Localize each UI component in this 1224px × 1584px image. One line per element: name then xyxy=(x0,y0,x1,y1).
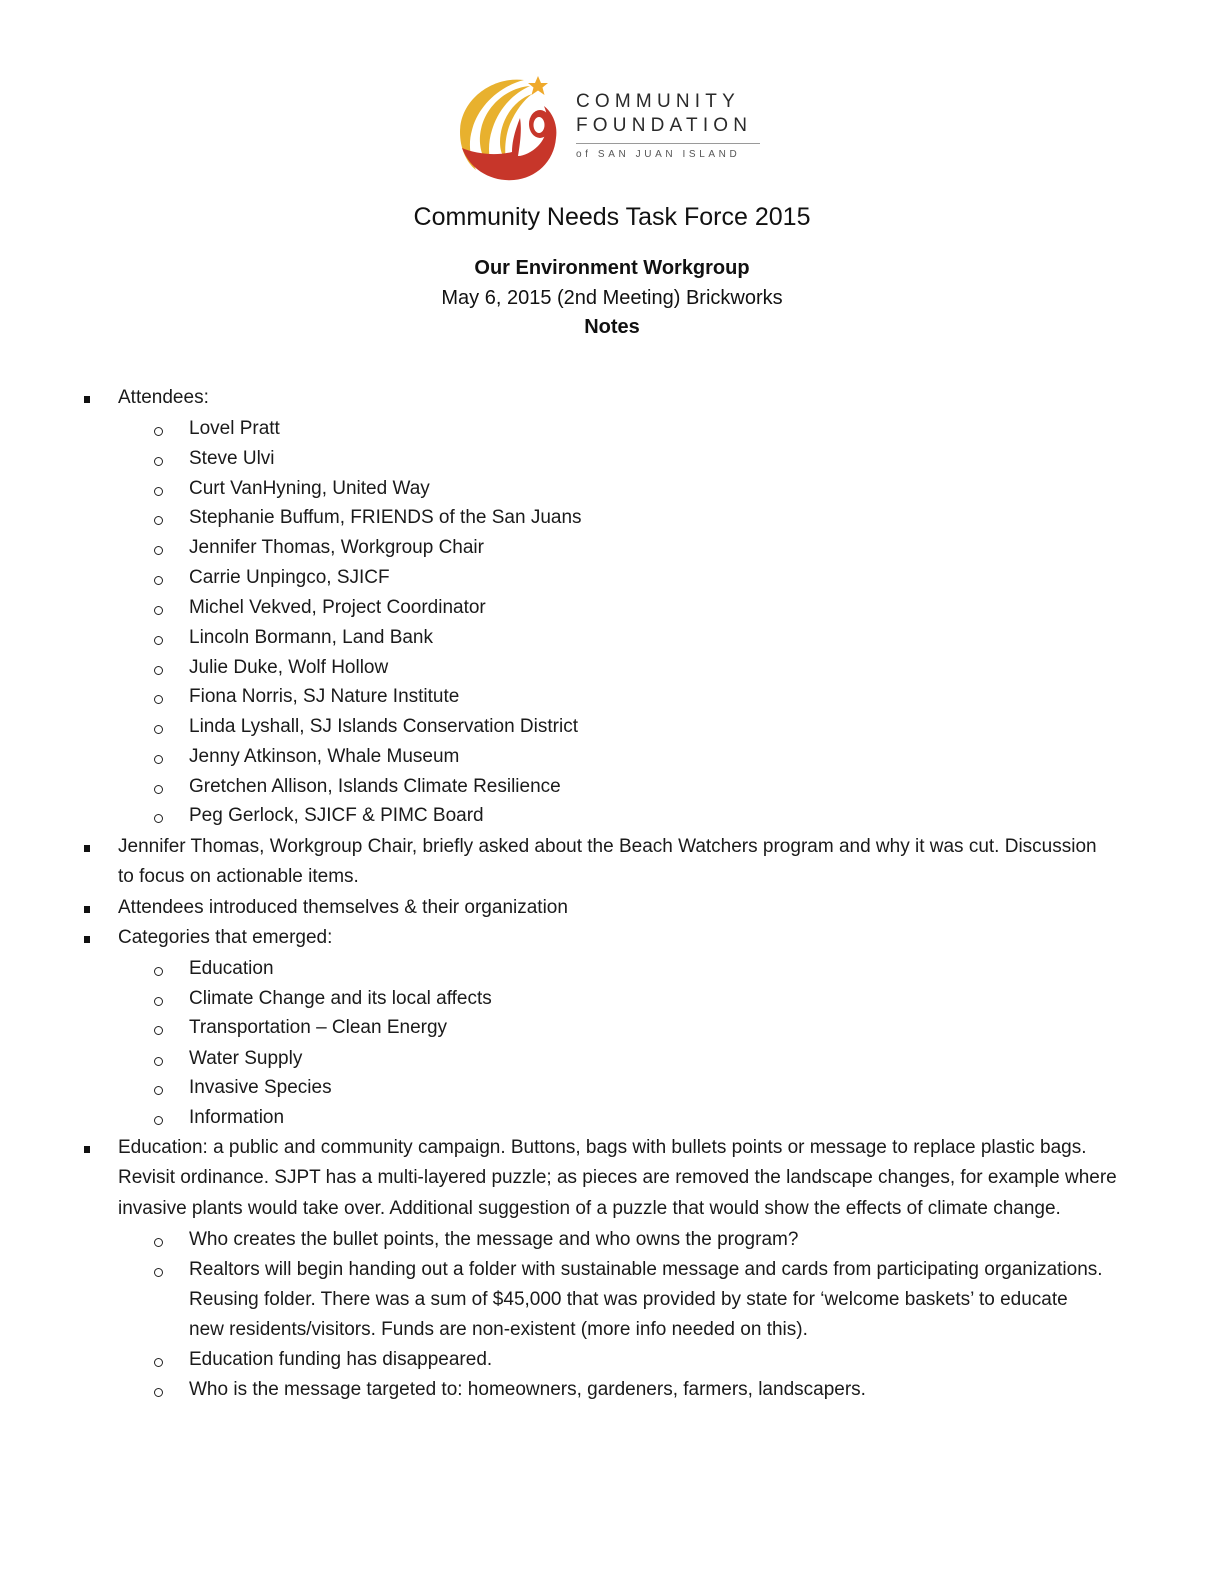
circle-bullet-icon xyxy=(154,487,163,496)
education-sub-item xyxy=(0,1379,1224,1409)
paragraph-line: Realtors will begin handing out a folder with sustainable message and cards from participating organizations. xyxy=(189,1259,1103,1280)
circle-bullet-icon xyxy=(154,1116,163,1125)
category-name: Education xyxy=(189,958,274,979)
circle-bullet-icon xyxy=(154,457,163,466)
attendee-item xyxy=(0,776,1224,806)
workgroup-heading: Our Environment Workgroup xyxy=(474,257,750,279)
circle-bullet-icon xyxy=(154,1086,163,1095)
circle-bullet-icon xyxy=(154,785,163,794)
list-item-attendees xyxy=(0,387,1224,417)
category-item xyxy=(0,1107,1224,1137)
category-name: Water Supply xyxy=(189,1048,303,1069)
attendee-item xyxy=(0,448,1224,478)
circle-bullet-icon xyxy=(154,516,163,525)
attendee-item xyxy=(0,597,1224,627)
paragraph-line: to focus on actionable items. xyxy=(118,866,359,887)
category-name: Climate Change and its local affects xyxy=(189,988,492,1009)
circle-bullet-icon xyxy=(154,967,163,976)
square-bullet-icon xyxy=(84,845,90,852)
square-bullet-icon xyxy=(84,396,90,403)
circle-bullet-icon xyxy=(154,636,163,645)
attendee-name: Peg Gerlock, SJICF & PIMC Board xyxy=(189,805,484,826)
circle-bullet-icon xyxy=(154,725,163,734)
categories-label: Categories that emerged: xyxy=(118,927,333,948)
attendee-item xyxy=(0,418,1224,448)
attendee-name: Steve Ulvi xyxy=(189,448,275,469)
attendee-name: Stephanie Buffum, FRIENDS of the San Juans xyxy=(189,507,582,528)
list-item-continuation xyxy=(0,866,1224,896)
attendee-item xyxy=(0,537,1224,567)
paragraph-line: Attendees introduced themselves & their organization xyxy=(118,897,568,918)
category-name: Invasive Species xyxy=(189,1077,332,1098)
community-foundation-logo xyxy=(452,70,764,182)
square-bullet-icon xyxy=(84,1146,90,1153)
logo-line-location: of SAN JUAN ISLAND xyxy=(576,149,741,160)
paragraph-line: Education: a public and community campaign. Buttons, bags with bullets points or message to replace plastic bags. xyxy=(118,1137,1087,1158)
attendee-item xyxy=(0,627,1224,657)
attendee-item xyxy=(0,567,1224,597)
attendee-name: Gretchen Allison, Islands Climate Resilience xyxy=(189,776,561,797)
list-item-continuation xyxy=(0,1198,1224,1228)
category-item xyxy=(0,988,1224,1018)
square-bullet-icon xyxy=(84,936,90,943)
paragraph-line: invasive plants would take over. Additional suggestion of a puzzle that would show the effects of climate change. xyxy=(118,1198,1061,1219)
attendee-item xyxy=(0,478,1224,508)
logo-wordmark xyxy=(576,90,764,160)
list-item-beach-watchers xyxy=(0,836,1224,866)
attendee-name: Linda Lyshall, SJ Islands Conservation District xyxy=(189,716,578,737)
education-sub-item xyxy=(0,1229,1224,1259)
list-item-introductions xyxy=(0,897,1224,927)
attendee-name: Julie Duke, Wolf Hollow xyxy=(189,657,389,678)
category-item xyxy=(0,1048,1224,1078)
meeting-info: May 6, 2015 (2nd Meeting) Brickworks xyxy=(441,287,783,309)
paragraph-line: Revisit ordinance. SJPT has a multi-layered puzzle; as pieces are removed the landscape changes, for example where xyxy=(118,1167,1117,1188)
sub-item-continuation xyxy=(0,1289,1224,1319)
attendee-name: Jenny Atkinson, Whale Museum xyxy=(189,746,460,767)
paragraph-line: Who creates the bullet points, the message and who owns the program? xyxy=(189,1229,799,1250)
attendee-name: Lincoln Bormann, Land Bank xyxy=(189,627,433,648)
paragraph-line: Education funding has disappeared. xyxy=(189,1349,493,1370)
page-title: Community Needs Task Force 2015 xyxy=(413,203,811,231)
circle-bullet-icon xyxy=(154,666,163,675)
attendee-name: Jennifer Thomas, Workgroup Chair xyxy=(189,537,484,558)
circle-bullet-icon xyxy=(154,997,163,1006)
circle-bullet-icon xyxy=(154,1057,163,1066)
education-sub-item xyxy=(0,1349,1224,1379)
circle-bullet-icon xyxy=(154,427,163,436)
logo-line-foundation: FOUNDATION xyxy=(576,115,753,136)
attendee-item xyxy=(0,686,1224,716)
circle-bullet-icon xyxy=(154,814,163,823)
square-bullet-icon xyxy=(84,906,90,913)
logo-mark-icon xyxy=(452,70,564,182)
attendee-name: Lovel Pratt xyxy=(189,418,280,439)
attendee-name: Carrie Unpingco, SJICF xyxy=(189,567,390,588)
category-name: Transportation – Clean Energy xyxy=(189,1017,448,1038)
attendee-name: Michel Vekved, Project Coordinator xyxy=(189,597,486,618)
circle-bullet-icon xyxy=(154,755,163,764)
education-sub-item xyxy=(0,1259,1224,1289)
category-item xyxy=(0,1077,1224,1107)
paragraph-line: Jennifer Thomas, Workgroup Chair, briefly asked about the Beach Watchers program and why it was cut. Discussion xyxy=(118,836,1097,857)
circle-bullet-icon xyxy=(154,1238,163,1247)
category-item xyxy=(0,1017,1224,1047)
attendee-item xyxy=(0,716,1224,746)
paragraph-line: Who is the message targeted to: homeowners, gardeners, farmers, landscapers. xyxy=(189,1379,866,1400)
list-item-continuation xyxy=(0,1167,1224,1197)
logo-divider xyxy=(576,143,760,144)
circle-bullet-icon xyxy=(154,576,163,585)
category-name: Information xyxy=(189,1107,285,1128)
category-item xyxy=(0,958,1224,988)
circle-bullet-icon xyxy=(154,1358,163,1367)
attendee-item xyxy=(0,657,1224,687)
circle-bullet-icon xyxy=(154,606,163,615)
circle-bullet-icon xyxy=(154,695,163,704)
list-item-categories xyxy=(0,927,1224,957)
attendee-item xyxy=(0,805,1224,835)
list-item-education xyxy=(0,1137,1224,1167)
attendee-item xyxy=(0,746,1224,776)
circle-bullet-icon xyxy=(154,1388,163,1397)
paragraph-line: new residents/visitors. Funds are non-existent (more info needed on this). xyxy=(189,1319,808,1340)
circle-bullet-icon xyxy=(154,1268,163,1277)
logo-line-community: COMMUNITY xyxy=(576,91,740,112)
circle-bullet-icon xyxy=(154,1026,163,1035)
circle-bullet-icon xyxy=(154,546,163,555)
attendee-item xyxy=(0,507,1224,537)
attendees-label: Attendees: xyxy=(118,387,209,408)
sub-item-continuation xyxy=(0,1319,1224,1349)
attendee-name: Fiona Norris, SJ Nature Institute xyxy=(189,686,460,707)
doc-type-heading: Notes xyxy=(584,316,640,338)
attendee-name: Curt VanHyning, United Way xyxy=(189,478,430,499)
paragraph-line: Reusing folder. There was a sum of $45,000 that was provided by state for ‘welcome baskets’ to educate xyxy=(189,1289,1068,1310)
